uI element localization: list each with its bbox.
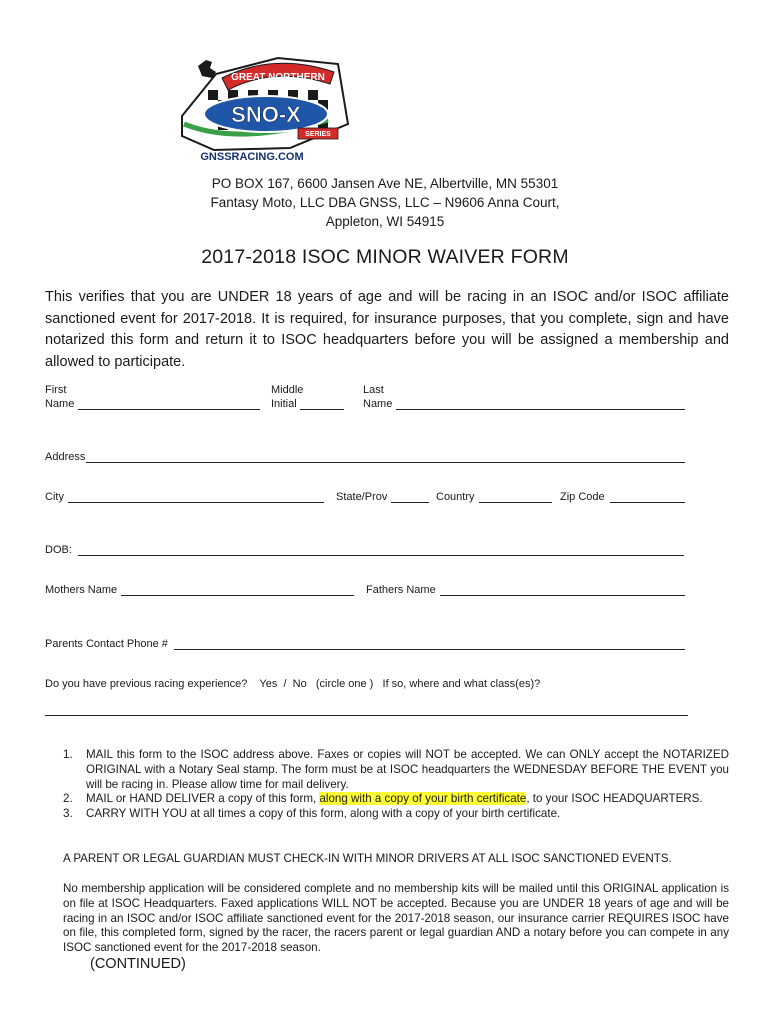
logo-banner-text: GREAT NORTHERN bbox=[231, 72, 325, 83]
membership-paragraph: No membership application will be considered complete and no membership kits will be mailed until this ORIGINAL application is on file at ISOC Headquarters. Faxed applications WILL NOT be accepted. Because you are UNDER 18 years of age and will be racing in an ISOC and/or ISOC affiliate sanctioned event for the 2017-2018 season, our insurance carrier REQUIRES ISOC have on file, this completed form, signed by the racer, the racers parent or legal guardian AND a notary before you can compete in any ISOC sanctioned event for the 2017-2018 season. bbox=[63, 882, 729, 955]
last-name-label: Name bbox=[363, 398, 393, 410]
instruction-item bbox=[63, 807, 729, 822]
logo-series-text: SERIES bbox=[305, 131, 331, 138]
instruction-text: CARRY WITH YOU at all times a copy of this form, along with a copy of your birth certificate. bbox=[86, 807, 561, 821]
city-label: City bbox=[45, 491, 64, 503]
instruction-number: 3. bbox=[63, 807, 73, 821]
dob-field[interactable] bbox=[78, 555, 684, 556]
address-line-1: PO BOX 167, 6600 Jansen Ave NE, Albertville, MN 55301 bbox=[211, 176, 559, 191]
guardian-notice: A PARENT OR LEGAL GUARDIAN MUST CHECK-IN WITH MINOR DRIVERS AT ALL ISOC SANCTIONED EVENTS. bbox=[63, 852, 672, 865]
intro-paragraph: This verifies that you are UNDER 18 years of age and will be racing in an ISOC and/or ISOC affiliate sanctioned event for 2017-2018. It is required, for insurance purposes, that you complete, sign and have notarized this form and return it to ISOC headquarters before you will be assigned a membership and allowed to participate. bbox=[45, 289, 729, 370]
highlighted-text: along with a copy of your birth certificate bbox=[319, 792, 527, 806]
instruction-item bbox=[63, 792, 729, 807]
middle-initial-field[interactable] bbox=[300, 409, 344, 410]
address-label: Address bbox=[45, 451, 86, 463]
dob-label: DOB: bbox=[45, 544, 72, 556]
gnss-logo bbox=[178, 50, 356, 168]
last-name-field[interactable] bbox=[396, 409, 685, 410]
instruction-number: 1. bbox=[63, 748, 73, 761]
instruction-text: MAIL this form to the ISOC address above. Faxes or copies will NOT be accepted. We can ONLY accept the NOTARIZED ORIGINAL with a Notary Seal stamp. The form must be at ISOC headquarters the WEDNESDAY BEFORE THE EVENT you will be racing in. Please allow time for mail delivery. bbox=[86, 748, 729, 791]
continued-label: (CONTINUED) bbox=[90, 956, 186, 972]
instruction-text-post: , to your ISOC HEADQUARTERS. bbox=[526, 792, 703, 806]
country-label: Country bbox=[436, 491, 475, 503]
country-field[interactable] bbox=[479, 502, 552, 503]
state-label: State/Prov bbox=[336, 491, 388, 503]
middle-initial-label: Initial bbox=[271, 398, 297, 410]
first-name-field[interactable] bbox=[78, 409, 260, 410]
logo-url-text: GNSSRACING.COM bbox=[200, 151, 304, 163]
middle-initial-label-top: Middle bbox=[271, 384, 304, 396]
parents-phone-label: Parents Contact Phone # bbox=[45, 638, 168, 650]
instructions-list bbox=[63, 748, 729, 822]
experience-answer-field[interactable] bbox=[45, 715, 688, 716]
state-field[interactable] bbox=[391, 502, 429, 503]
zip-label: Zip Code bbox=[560, 491, 605, 503]
parents-phone-field[interactable] bbox=[174, 649, 685, 650]
mailing-address bbox=[0, 174, 770, 231]
fathers-name-field[interactable] bbox=[440, 595, 685, 596]
instruction-text-pre: MAIL or HAND DELIVER a copy of this form, bbox=[86, 792, 320, 806]
address-field[interactable] bbox=[86, 462, 685, 463]
zip-field[interactable] bbox=[610, 502, 685, 503]
last-name-label-top: Last bbox=[363, 384, 384, 396]
first-name-label: Name bbox=[45, 398, 75, 410]
mothers-name-label: Mothers Name bbox=[45, 584, 118, 596]
instruction-item bbox=[63, 748, 729, 792]
mothers-name-field[interactable] bbox=[121, 595, 354, 596]
address-line-3: Appleton, WI 54915 bbox=[325, 214, 445, 229]
logo-main-text: SNO-X bbox=[231, 102, 301, 127]
address-line-2: Fantasy Moto, LLC DBA GNSS, LLC – N9606 Anna Court, bbox=[210, 195, 560, 210]
instruction-number: 2. bbox=[63, 792, 73, 806]
city-field[interactable] bbox=[68, 502, 324, 503]
experience-question: Do you have previous racing experience? Yes / No (circle one ) If so, where and what class(es)? bbox=[45, 678, 541, 690]
first-name-label-top: First bbox=[45, 384, 67, 396]
form-title: 2017-2018 ISOC MINOR WAIVER FORM bbox=[201, 246, 569, 268]
fathers-name-label: Fathers Name bbox=[366, 584, 436, 596]
